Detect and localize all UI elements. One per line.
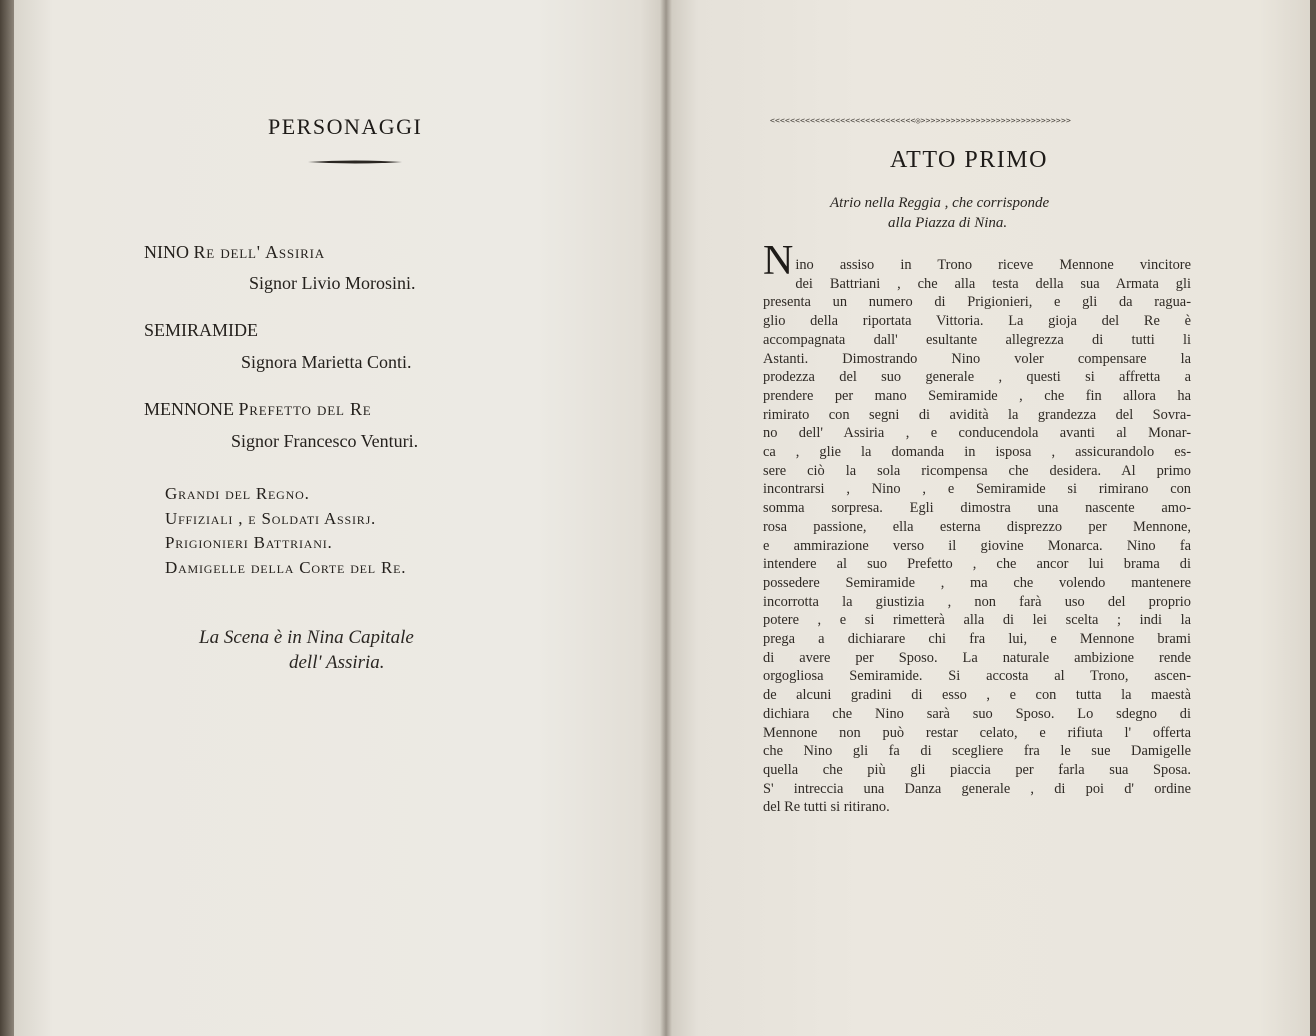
text-line: di avere per Sposo. La naturale ambizione rende — [763, 649, 1191, 666]
text-line: prega a dichiarare chi fra lui, e Mennone brami — [763, 631, 1191, 648]
extras-item: Uffiziali , e Soldati Assirj. — [165, 509, 377, 528]
text-line: che Nino gli fa di scegliere fra le sue Damigelle — [763, 743, 1191, 760]
text-line: intendere al suo Prefetto , che ancor lui brama di — [763, 556, 1191, 573]
extras-item: Grandi del Regno. — [165, 484, 310, 503]
text-line: de alcuni gradini di esso , e con tutta la maestà — [763, 687, 1191, 704]
act-description — [763, 238, 1191, 817]
cast-performer-mennone: Signor Francesco Venturi. — [231, 431, 419, 451]
text-line: rimirato con segni di avidità la grandezza del Sovra- — [763, 406, 1191, 423]
text-line: Astanti. Dimostrando Nino voler compensare la — [763, 350, 1191, 367]
text-line: prodezza del suo generale , questi si affretta a — [763, 369, 1191, 386]
cast-performer-semiramide: Signora Marietta Conti. — [241, 352, 412, 372]
text-line: del Re tutti si ritirano. — [763, 799, 890, 816]
extras-item: Prigionieri Battriani. — [165, 533, 333, 552]
scene-location-line2: dell' Assiria. — [289, 652, 385, 673]
text-line: prendere per mano Semiramide , che fin allora ha — [763, 387, 1191, 404]
text-line: quella che più gli piaccia per farla sua Sposa. — [763, 761, 1191, 778]
cast-role-mennone: MENNONE Prefetto del Re — [144, 399, 372, 419]
text-line: incorrotta la giustizia , non farà uso del proprio — [763, 593, 1191, 610]
text-line: dei Battriani , che alla testa della sua Armata gli — [795, 275, 1191, 292]
text-line: rosa passione, ella esterna disprezzo per Mennone, — [763, 518, 1191, 535]
text-line: presenta un numero di Prigionieri, e gli da ragua- — [763, 294, 1191, 311]
text-line: ca , glie la domanda in isposa , assicurandolo es- — [763, 444, 1191, 461]
text-line: potere , e si rimetterà alla di lei scelta ; indi la — [763, 612, 1191, 629]
text-line: e ammirazione verso il giovine Monarca. Nino fa — [763, 537, 1191, 554]
text-line: dichiara che Nino sarà suo Sposo. Lo sdegno di — [763, 705, 1191, 722]
text-line: possedere Semiramide , ma che volendo mantenere — [763, 574, 1191, 591]
text-line: ino assiso in Trono riceve Mennone vincitore — [795, 257, 1191, 273]
cast-performer-nino: Signor Livio Morosini. — [249, 273, 416, 293]
extras-item: Damigelle della Corte del Re. — [165, 558, 407, 577]
text-line: incontrarsi , Nino , e Semiramide si rimirano con — [763, 481, 1191, 498]
book-edge — [0, 0, 14, 1036]
title-rule-ornament — [308, 160, 402, 164]
setting-line1: Atrio nella Reggia , che corrisponde — [830, 195, 1050, 211]
text-line: somma sorpresa. Egli dimostra una nascente amo- — [763, 500, 1191, 517]
page-title-personaggi: PERSONAGGI — [268, 114, 423, 139]
text-line: glio della riportata Vittoria. La gioja del Re è — [763, 313, 1191, 330]
setting-line2: alla Piazza di Nina. — [888, 215, 1008, 231]
scene-location-line1: La Scena è in Nina Capitale — [199, 627, 414, 648]
cast-role-nino: NINO Re dell' Assiria — [144, 242, 325, 262]
text-line: Mennone non può restar celato, e rifiuta l' offerta — [763, 724, 1191, 741]
header-ornament: <<<<<<<<<<<<<<<<<<<<<<<<<<<<<◎>>>>>>>>>>>>>>>>>>>>>>>>>>>>>> — [770, 116, 1071, 125]
text-line: S' intreccia una Danza generale , di poi d' ordine — [763, 780, 1191, 797]
drop-cap: N — [763, 238, 794, 284]
text-line: accompagnata dall' esultante allegrezza di tutti li — [763, 331, 1191, 348]
text-line: sere ciò la sola ricompensa che desidera. Al primo — [763, 462, 1191, 479]
act-title: ATTO PRIMO — [890, 147, 1048, 173]
cast-role-semiramide: SEMIRAMIDE — [144, 320, 259, 340]
text-line: orgogliosa Semiramide. Si accosta al Trono, ascen- — [763, 668, 1191, 685]
text-line: no dell' Assiria , e conducendola avanti al Monar- — [763, 425, 1191, 442]
book-gutter — [660, 0, 672, 1036]
